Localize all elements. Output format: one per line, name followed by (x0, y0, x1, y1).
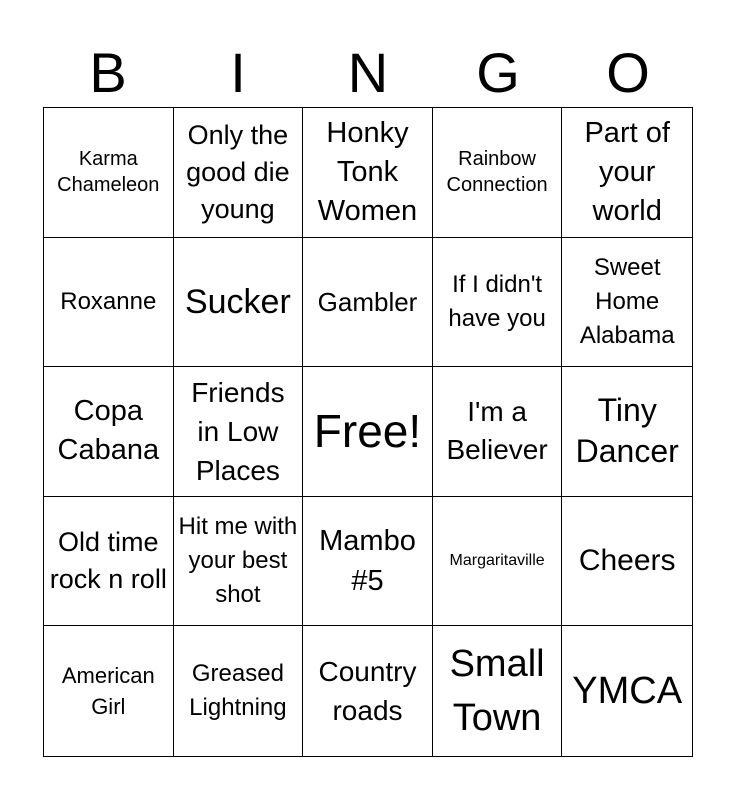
bingo-cell[interactable] (433, 238, 563, 368)
bingo-cell-text: Margaritaville (449, 552, 545, 570)
bingo-cell-text: Hit me with your best shot (178, 513, 298, 609)
bingo-cell[interactable] (562, 367, 692, 497)
bingo-cell-text: Part of your world (584, 116, 670, 227)
bingo-cell[interactable] (562, 626, 692, 756)
bingo-cell[interactable] (303, 238, 433, 368)
bingo-cell-text: I'm a Believer (446, 396, 548, 466)
bingo-cell[interactable] (303, 626, 433, 756)
bingo-cell[interactable] (433, 108, 563, 238)
bingo-cell-text: Only the good die young (186, 119, 290, 224)
bingo-cell-text: American Girl (61, 663, 155, 720)
bingo-cell-text: Greased Lightning (189, 660, 287, 722)
bingo-cell[interactable] (174, 238, 304, 368)
bingo-cell-text: Karma Chameleon (57, 148, 160, 197)
header-letter-n: N (347, 41, 389, 104)
bingo-cell[interactable] (303, 367, 433, 497)
bingo-cell[interactable] (44, 108, 174, 238)
bingo-cell-text: Honky Tonk Women (317, 116, 418, 227)
bingo-cell-text: Small Town (449, 643, 545, 740)
bingo-cell-text: Copa Cabana (57, 395, 160, 467)
bingo-cell[interactable] (44, 626, 174, 756)
bingo-cell-text: YMCA (572, 670, 683, 713)
bingo-cell[interactable] (44, 367, 174, 497)
bingo-cell[interactable] (303, 108, 433, 238)
bingo-cell[interactable] (44, 497, 174, 627)
bingo-cell[interactable] (174, 626, 304, 756)
bingo-cell-text: Roxanne (60, 287, 157, 315)
bingo-cell-text: If I didn't have you (448, 270, 546, 332)
bingo-cell[interactable] (433, 367, 563, 497)
bingo-cell-text: Cheers (578, 544, 676, 578)
bingo-card-grid (43, 107, 693, 757)
bingo-cell-text: Old time rock n roll (49, 527, 167, 595)
bingo-cell-text: Sweet Home Alabama (579, 253, 675, 349)
bingo-cell[interactable] (174, 367, 304, 497)
header-letter-g: G (476, 41, 520, 104)
bingo-cell-text: Tiny Dancer (575, 392, 679, 470)
bingo-header (43, 40, 693, 106)
bingo-cell[interactable] (562, 497, 692, 627)
bingo-cell-text: Rainbow Connection (446, 148, 548, 197)
bingo-cell-text: Gambler (317, 286, 418, 317)
bingo-cell-text: Country roads (318, 656, 417, 727)
header-letter-b: B (89, 41, 127, 104)
header-letter-i: I (230, 41, 246, 104)
bingo-cell[interactable] (174, 497, 304, 627)
bingo-cell[interactable] (433, 626, 563, 756)
bingo-cell[interactable] (44, 238, 174, 368)
bingo-cell[interactable] (174, 108, 304, 238)
bingo-cell[interactable] (303, 497, 433, 627)
bingo-cell-text: Sucker (184, 282, 291, 321)
bingo-cell-text: Friends in Low Places (191, 376, 285, 486)
bingo-cell[interactable] (562, 238, 692, 368)
header-letter-o: O (606, 41, 650, 104)
bingo-cell[interactable] (433, 497, 563, 627)
bingo-cell-text: Mambo #5 (319, 525, 416, 598)
free-space-text: Free! (313, 405, 422, 458)
bingo-cell[interactable] (562, 108, 692, 238)
